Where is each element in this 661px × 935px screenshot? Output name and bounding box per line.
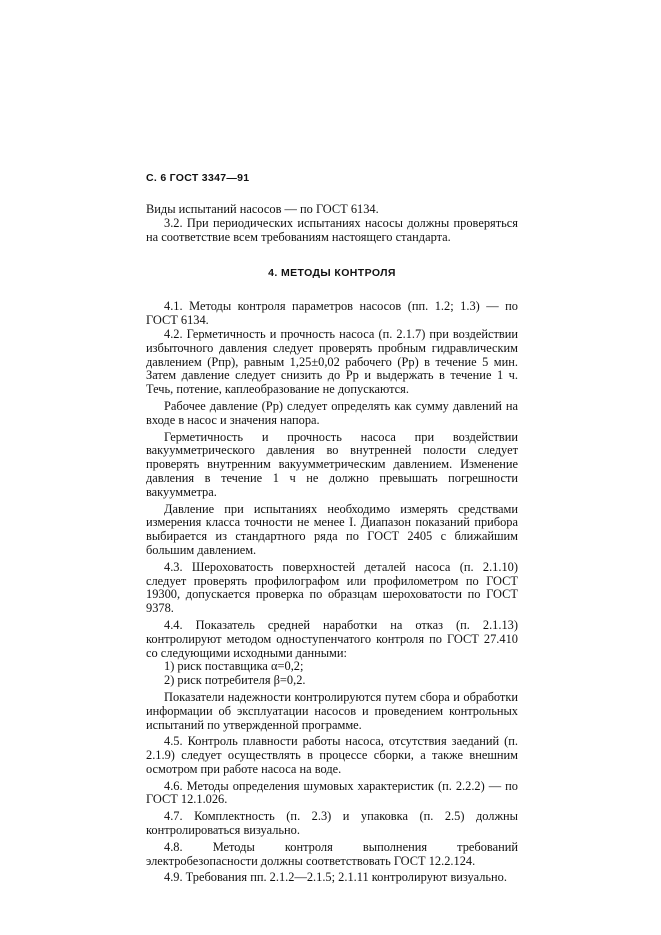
clause-4-2: 4.2. Герметичность и прочность насоса (п. 2.1.7) при воздействии избыточного давления следует проверять пробным гидравлическим давлением (Pпр), равным 1,25±0,02 рабочего (Pр) в течение 5 мин. Затем давление следует снизить до Pр и выдержать в течение 1 ч. Течь, потение, каплеобразование не допускаются. [146, 326, 518, 397]
section-title: 4. МЕТОДЫ КОНТРОЛЯ [268, 267, 396, 280]
clause-4-1: 4.1. Методы контроля параметров насосов (пп. 1.2; 1.3) — по ГОСТ 6134. [146, 299, 518, 328]
intro-line: Виды испытаний насосов — по ГОСТ 6134. [146, 202, 379, 216]
clause-4-9: 4.9. Требования пп. 2.1.2—2.1.5; 2.1.11 контролируют визуально. [164, 870, 507, 885]
paragraph-vacuum-test: Герметичность и прочность насоса при воздействии вакуумметрического давления во внутренней полости следует проверять внутренним вакуумметрическим давлением. Изменение давления в течение 1 ч не должно превышать погрешности вакуумметра. [146, 429, 518, 499]
paragraph-measurement: Давление при испытаниях необходимо измерять средствами измерения класса точности не менее I. Диапазон показаний прибора выбирается из стандартного ряда по ГОСТ 2405 с ближайшим большим давлением. [146, 501, 518, 557]
clause-4-3: 4.3. Шероховатость поверхностей деталей насоса (п. 2.1.10) следует проверять профилографом или профилометром по ГОСТ 19300, допускается проверка по образцам шероховатости по ГОСТ 9378. [146, 559, 518, 616]
clause-4-4: 4.4. Показатель средней наработки на отказ (п. 2.1.13) контролируют методом одноступенчатого контроля по ГОСТ 27.410 со следующими исходными данными: [146, 617, 518, 660]
page-header: С. 6 ГОСТ 3347—91 [146, 172, 250, 184]
paragraph-working-pressure: Рабочее давление (Pр) следует определять как сумму давлений на входе в насос и значения напора. [146, 398, 518, 427]
paragraph-reliability: Показатели надежности контролируются путем сбора и обработки информации об эксплуатации насосов и проведением контрольных испытаний по утвержденной программе. [146, 689, 518, 732]
clause-3-2: 3.2. При периодических испытаниях насосы должны проверяться на соответствие всем требованиям настоящего стандарта. [146, 215, 518, 244]
clause-4-5: 4.5. Контроль плавности работы насоса, отсутствия заеданий (п. 2.1.9) следует осуществлять в процессе сборки, а также внешним осмотром при работе насоса на воде. [146, 734, 518, 776]
clause-4-6: 4.6. Методы определения шумовых характеристик (п. 2.2.2) — по ГОСТ 12.1.026. [146, 778, 518, 807]
document-page [146, 171, 518, 885]
list-item-consumer-risk: 2) риск потребителя β=0,2. [164, 673, 306, 688]
clause-4-7: 4.7. Комплектность (п. 2.3) и упаковка (п. 2.5) должны контролироваться визуально. [146, 809, 518, 838]
clause-4-8: 4.8. Методы контроля выполнения требований электробезопасности должны соответствовать ГОСТ 12.2.124. [146, 839, 518, 868]
list-item-supplier-risk: 1) риск поставщика α=0,2; [164, 659, 304, 674]
